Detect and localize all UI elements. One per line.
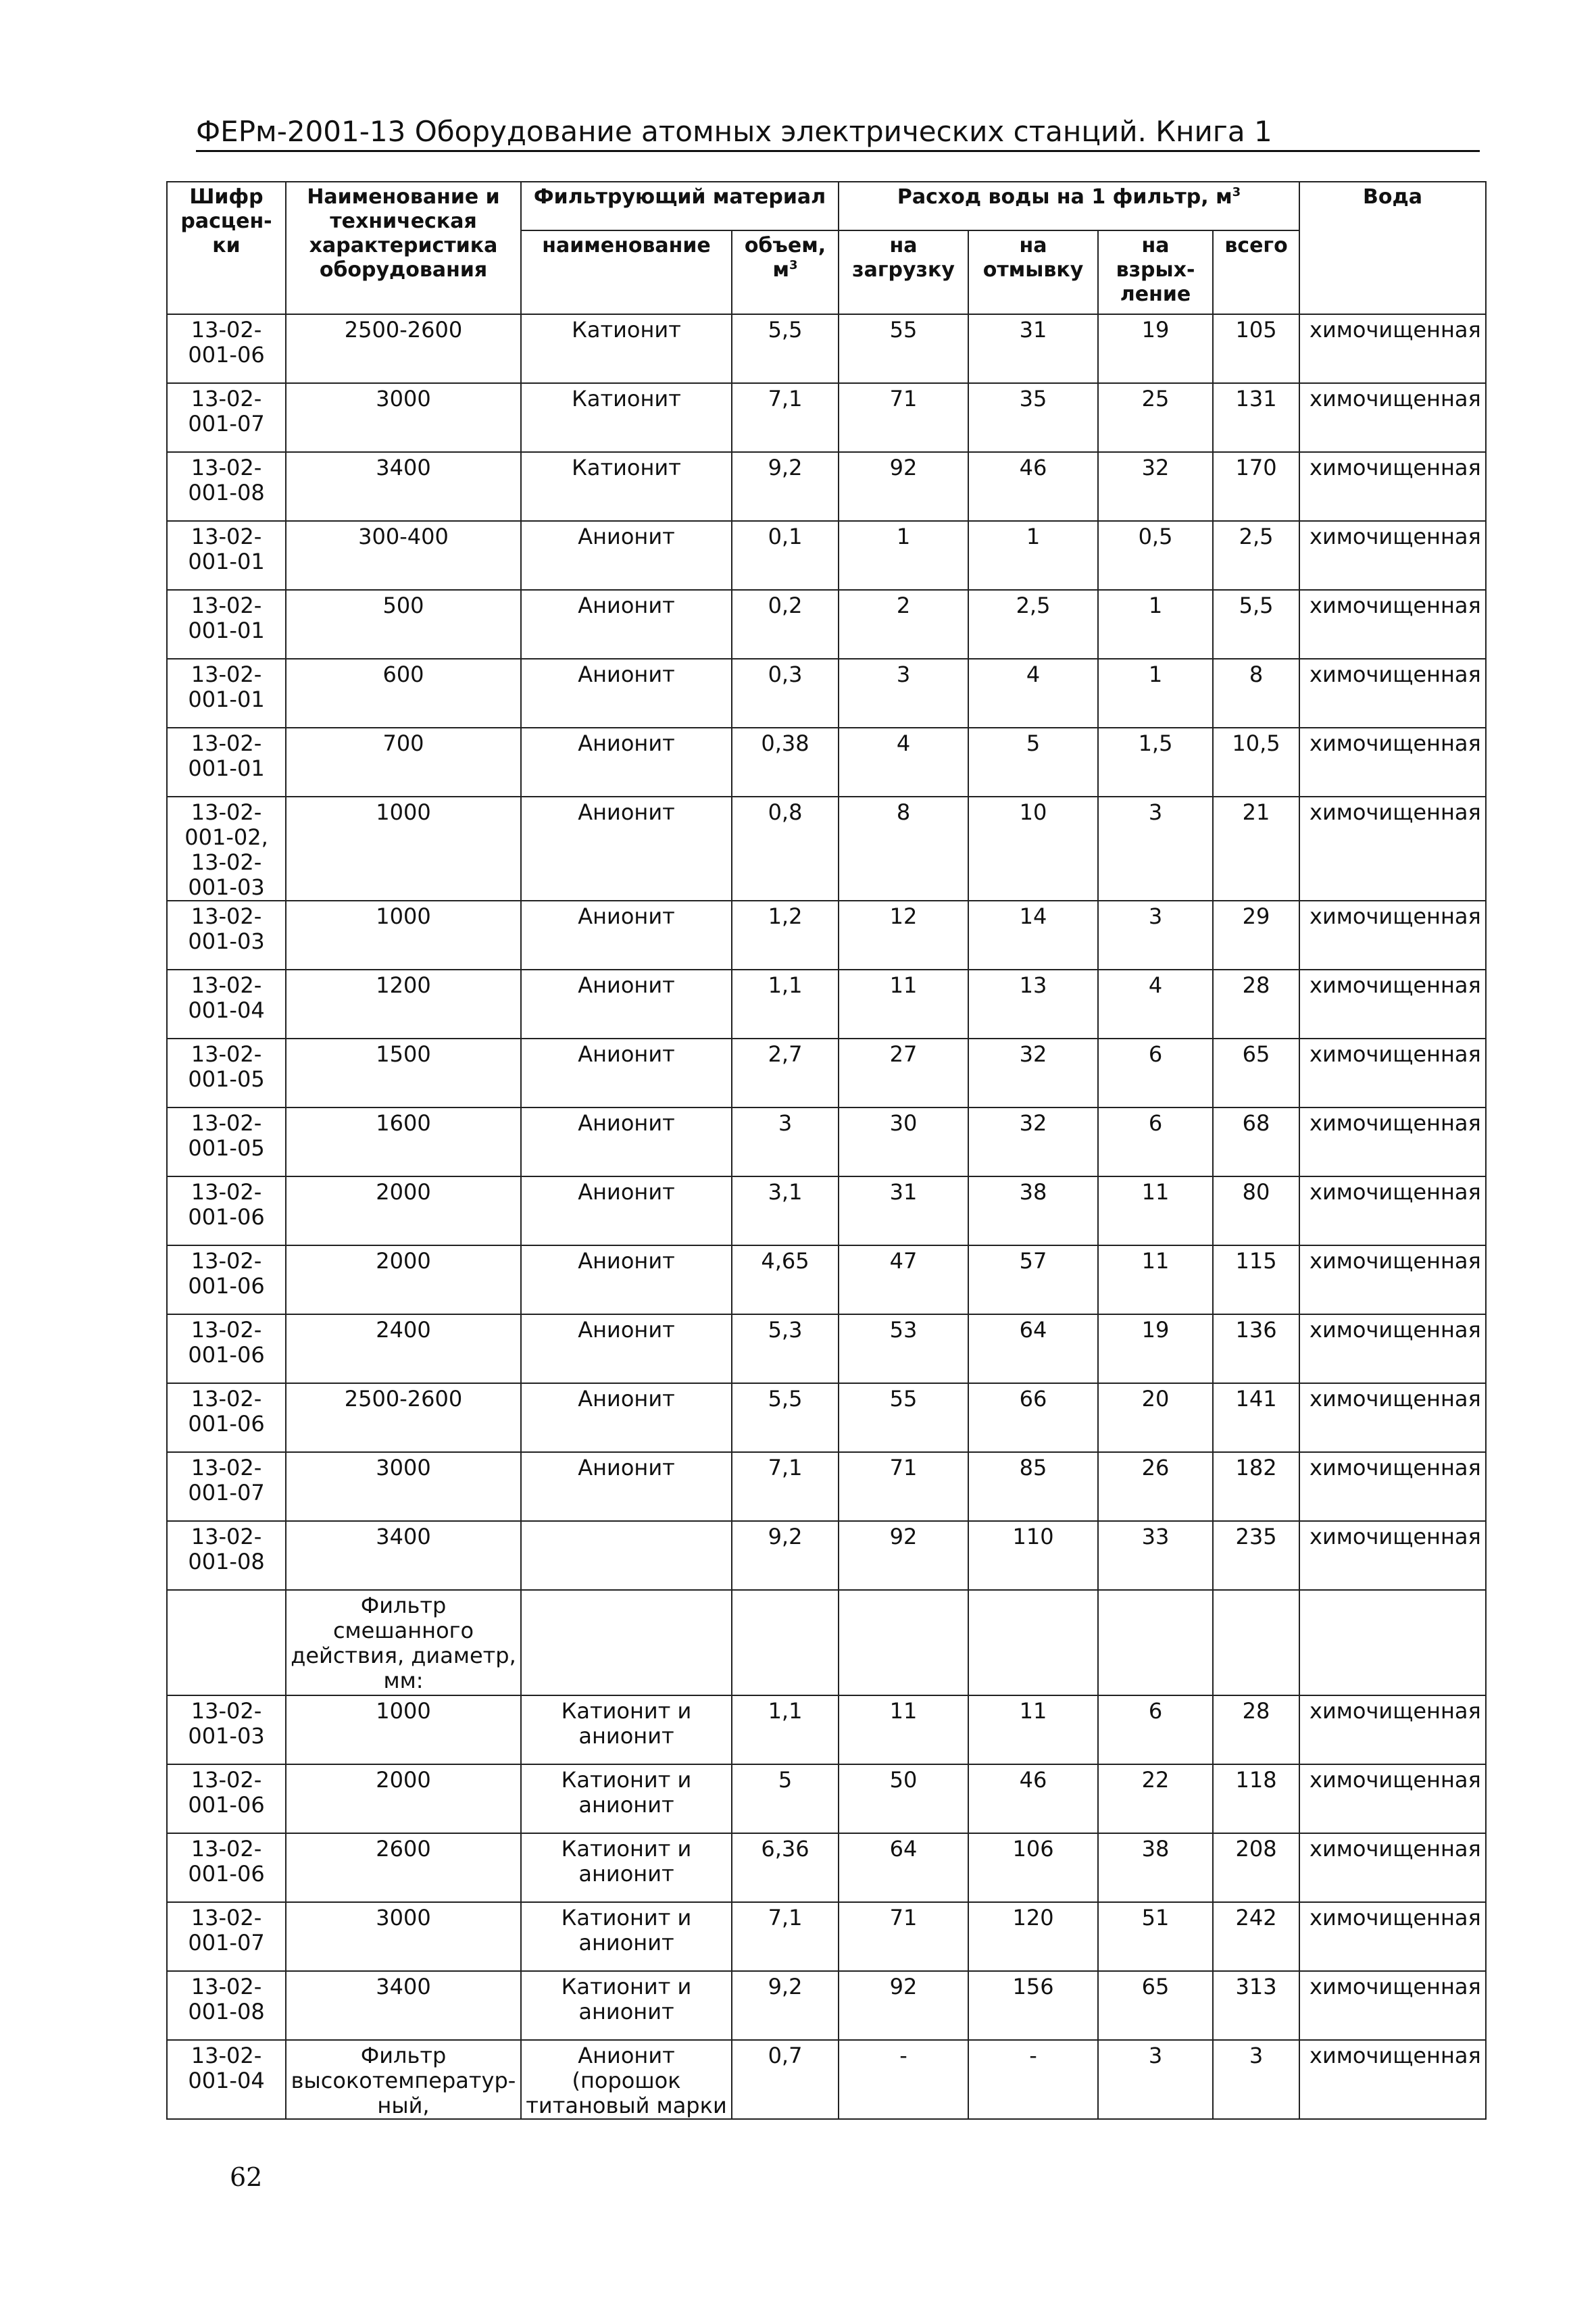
cell-code: 13-02-001-06 [167,1176,286,1245]
cell-material: Анионит [521,728,732,797]
cell-water: химочищенная [1299,1383,1486,1452]
cell-name: 600 [286,659,521,728]
table-row [167,1695,1486,1764]
water-consumption-table [166,181,1487,2120]
cell-name: Фильтр смешанного действия, диаметр, мм: [286,1590,521,1695]
cell-load: 92 [839,1971,968,2040]
cell-wash: 1 [968,521,1098,590]
cell-total: 115 [1213,1245,1299,1314]
table-row [167,797,1486,901]
cell-load: 47 [839,1245,968,1314]
cell-material: Катионит и анионит [521,1764,732,1833]
volume-unit-sup: 3 [789,258,798,272]
cell-wash: 13 [968,970,1098,1039]
cell-material: Анионит [521,970,732,1039]
cell-load: 30 [839,1107,968,1176]
cell-material: Анионит (порошок титановый марки [521,2040,732,2119]
cell-material: Анионит [521,521,732,590]
cell-load [839,1590,968,1695]
cell-volume: 0,2 [732,590,839,659]
cell-load: 4 [839,728,968,797]
cell-loosen: 0,5 [1098,521,1213,590]
cell-name: 2400 [286,1314,521,1383]
cell-loosen: 11 [1098,1245,1213,1314]
cell-load: 11 [839,970,968,1039]
table-row [167,590,1486,659]
cell-load: 2 [839,590,968,659]
cell-wash: 156 [968,1971,1098,2040]
cell-name: 3000 [286,383,521,452]
cell-volume: 5 [732,1764,839,1833]
cell-wash: 35 [968,383,1098,452]
cell-water: химочищенная [1299,521,1486,590]
cell-water: химочищенная [1299,1107,1486,1176]
cell-load: 53 [839,1314,968,1383]
cell-volume: 7,1 [732,1902,839,1971]
cell-material: Катионит и анионит [521,1971,732,2040]
cell-total [1213,1590,1299,1695]
cell-code: 13-02-001-01 [167,521,286,590]
cell-material [521,1521,732,1590]
cell-name: 1200 [286,970,521,1039]
table-row [167,1107,1486,1176]
cell-loosen: 6 [1098,1039,1213,1107]
cell-code: 13-02-001-01 [167,659,286,728]
cell-volume: 0,1 [732,521,839,590]
cell-name: 2000 [286,1245,521,1314]
cell-total: 170 [1213,452,1299,521]
cell-name: 3400 [286,1971,521,2040]
cell-name: 3400 [286,1521,521,1590]
cell-wash: 46 [968,452,1098,521]
cell-volume: 4,65 [732,1245,839,1314]
page-header: ФЕРм-2001-13 Оборудование атомных электрических станций. Книга 1 [196,115,1480,152]
cell-volume: 5,3 [732,1314,839,1383]
cell-total: 131 [1213,383,1299,452]
column-header-name: Наименование и техническая характеристика оборудования [286,182,521,314]
cell-material: Анионит [521,659,732,728]
cell-code: 13-02-001-06 [167,1833,286,1902]
cell-material: Анионит [521,1452,732,1521]
cell-load: - [839,2040,968,2119]
cell-material: Катионит [521,383,732,452]
cell-code: 13-02-001-05 [167,1039,286,1107]
cell-load: 64 [839,1833,968,1902]
cell-name: 500 [286,590,521,659]
column-header-water: Вода [1299,182,1486,314]
cell-volume: 1,1 [732,970,839,1039]
cell-total: 3 [1213,2040,1299,2119]
table-row [167,970,1486,1039]
table-body [167,314,1486,2119]
cell-load: 3 [839,659,968,728]
cell-volume: 3 [732,1107,839,1176]
column-header-volume [732,230,839,314]
cell-total: 65 [1213,1039,1299,1107]
cell-name: 3000 [286,1452,521,1521]
table-header-row [167,182,1486,230]
cell-load: 1 [839,521,968,590]
cell-material: Анионит [521,797,732,901]
cell-total: 80 [1213,1176,1299,1245]
table-row [167,452,1486,521]
cell-volume: 7,1 [732,383,839,452]
cell-material: Анионит [521,590,732,659]
cell-loosen: 1 [1098,659,1213,728]
cell-load: 11 [839,1695,968,1764]
cell-water: химочищенная [1299,970,1486,1039]
cell-name: 1000 [286,797,521,901]
cell-volume: 0,7 [732,2040,839,2119]
table-row [167,1314,1486,1383]
cell-load: 71 [839,1452,968,1521]
cell-loosen: 4 [1098,970,1213,1039]
cell-wash: 38 [968,1176,1098,1245]
cell-load: 71 [839,1902,968,1971]
cell-wash: 32 [968,1039,1098,1107]
cell-total: 313 [1213,1971,1299,2040]
cell-water: химочищенная [1299,1902,1486,1971]
cell-wash: 57 [968,1245,1098,1314]
cell-code: 13-02-001-06 [167,314,286,383]
cell-total: 141 [1213,1383,1299,1452]
cell-total: 68 [1213,1107,1299,1176]
cell-material: Катионит и анионит [521,1902,732,1971]
cell-water: химочищенная [1299,452,1486,521]
cell-wash: 32 [968,1107,1098,1176]
cell-wash: 10 [968,797,1098,901]
cell-wash: 31 [968,314,1098,383]
cell-code: 13-02-001-08 [167,1971,286,2040]
cell-volume: 9,2 [732,1971,839,2040]
cell-total: 136 [1213,1314,1299,1383]
cell-material: Катионит [521,452,732,521]
cell-code: 13-02-001-06 [167,1764,286,1833]
cell-name: 1000 [286,1695,521,1764]
table-row [167,1833,1486,1902]
table-row [167,1452,1486,1521]
cell-volume: 0,38 [732,728,839,797]
cell-total: 8 [1213,659,1299,728]
cell-wash: 85 [968,1452,1098,1521]
cell-volume: 1,1 [732,1695,839,1764]
cell-total: 118 [1213,1764,1299,1833]
cell-name: 300-400 [286,521,521,590]
table-row [167,901,1486,970]
cell-code: 13-02-001-07 [167,1902,286,1971]
table-row [167,1176,1486,1245]
cell-code [167,1590,286,1695]
water-flow-unit-sup: 3 [1232,185,1241,199]
cell-material: Катионит и анионит [521,1833,732,1902]
cell-material: Анионит [521,901,732,970]
cell-code: 13-02-001-01 [167,728,286,797]
cell-volume: 9,2 [732,452,839,521]
cell-total: 2,5 [1213,521,1299,590]
cell-name: 1500 [286,1039,521,1107]
cell-name: 1600 [286,1107,521,1176]
cell-code: 13-02-001-03 [167,1695,286,1764]
water-flow-label: Расход воды на 1 фильтр, м [897,185,1232,209]
cell-name: Фильтр высокотемператур-ный, [286,2040,521,2119]
cell-wash: 66 [968,1383,1098,1452]
cell-wash: 120 [968,1902,1098,1971]
table-row [167,314,1486,383]
table-row [167,1764,1486,1833]
table-row [167,1590,1486,1695]
cell-volume: 3,1 [732,1176,839,1245]
cell-water: химочищенная [1299,314,1486,383]
cell-total: 28 [1213,970,1299,1039]
cell-volume: 2,7 [732,1039,839,1107]
cell-wash: 64 [968,1314,1098,1383]
cell-loosen: 65 [1098,1971,1213,2040]
cell-loosen: 6 [1098,1695,1213,1764]
cell-code: 13-02-001-01 [167,590,286,659]
volume-label: объем, м [744,234,826,282]
cell-total: 182 [1213,1452,1299,1521]
cell-code: 13-02-001-06 [167,1314,286,1383]
cell-wash: 46 [968,1764,1098,1833]
cell-code: 13-02-001-06 [167,1245,286,1314]
cell-volume: 7,1 [732,1452,839,1521]
cell-loosen: 26 [1098,1452,1213,1521]
cell-water: химочищенная [1299,1245,1486,1314]
cell-code: 13-02-001-04 [167,970,286,1039]
cell-total: 28 [1213,1695,1299,1764]
cell-code: 13-02-001-08 [167,452,286,521]
cell-load: 31 [839,1176,968,1245]
cell-code: 13-02-001-07 [167,1452,286,1521]
cell-water: химочищенная [1299,1695,1486,1764]
cell-loosen: 22 [1098,1764,1213,1833]
cell-loosen: 51 [1098,1902,1213,1971]
cell-material: Анионит [521,1383,732,1452]
column-header-load: на загрузку [839,230,968,314]
cell-name: 1000 [286,901,521,970]
cell-water: химочищенная [1299,1971,1486,2040]
cell-water: химочищенная [1299,1176,1486,1245]
cell-water: химочищенная [1299,797,1486,901]
cell-total: 208 [1213,1833,1299,1902]
cell-wash [968,1590,1098,1695]
cell-loosen: 1,5 [1098,728,1213,797]
table-row [167,1383,1486,1452]
cell-wash: 11 [968,1695,1098,1764]
cell-water: химочищенная [1299,1039,1486,1107]
table-row [167,1521,1486,1590]
cell-total: 105 [1213,314,1299,383]
table-row [167,383,1486,452]
cell-loosen [1098,1590,1213,1695]
table-row [167,1902,1486,1971]
cell-total: 235 [1213,1521,1299,1590]
column-header-loosen: на взрых-ление [1098,230,1213,314]
cell-name: 2600 [286,1833,521,1902]
table-row [167,1039,1486,1107]
cell-water: химочищенная [1299,1764,1486,1833]
cell-loosen: 33 [1098,1521,1213,1590]
cell-name: 2500-2600 [286,1383,521,1452]
table-row [167,1245,1486,1314]
cell-code: 13-02-001-03 [167,901,286,970]
cell-loosen: 19 [1098,1314,1213,1383]
cell-wash: - [968,2040,1098,2119]
cell-load: 92 [839,452,968,521]
cell-wash: 2,5 [968,590,1098,659]
cell-total: 29 [1213,901,1299,970]
table-row [167,521,1486,590]
cell-load: 12 [839,901,968,970]
cell-load: 55 [839,1383,968,1452]
cell-material: Анионит [521,1176,732,1245]
cell-material: Анионит [521,1107,732,1176]
cell-water: химочищенная [1299,1521,1486,1590]
table-row [167,659,1486,728]
cell-name: 2000 [286,1176,521,1245]
cell-volume: 0,8 [732,797,839,901]
cell-volume [732,1590,839,1695]
cell-code: 13-02-001-02, 13-02-001-03 [167,797,286,901]
cell-total: 5,5 [1213,590,1299,659]
cell-volume: 5,5 [732,1383,839,1452]
cell-wash: 4 [968,659,1098,728]
cell-wash: 14 [968,901,1098,970]
cell-loosen: 32 [1098,452,1213,521]
cell-total: 21 [1213,797,1299,901]
column-header-code: Шифр расцен-ки [167,182,286,314]
cell-load: 50 [839,1764,968,1833]
cell-water: химочищенная [1299,590,1486,659]
cell-material: Анионит [521,1039,732,1107]
cell-water: химочищенная [1299,728,1486,797]
cell-loosen: 3 [1098,901,1213,970]
cell-volume: 9,2 [732,1521,839,1590]
column-header-filter-material: Фильтрующий материал [521,182,839,230]
cell-material [521,1590,732,1695]
cell-name: 700 [286,728,521,797]
cell-total: 242 [1213,1902,1299,1971]
cell-loosen: 6 [1098,1107,1213,1176]
table-row [167,2040,1486,2119]
cell-volume: 1,2 [732,901,839,970]
cell-material: Анионит [521,1245,732,1314]
cell-name: 2500-2600 [286,314,521,383]
cell-water: химочищенная [1299,659,1486,728]
cell-water: химочищенная [1299,901,1486,970]
column-header-total: всего [1213,230,1299,314]
cell-loosen: 19 [1098,314,1213,383]
cell-wash: 110 [968,1521,1098,1590]
cell-load: 8 [839,797,968,901]
table-row [167,728,1486,797]
cell-total: 10,5 [1213,728,1299,797]
column-header-material-name: наименование [521,230,732,314]
cell-wash: 5 [968,728,1098,797]
page-number: 62 [230,2162,263,2192]
cell-loosen: 25 [1098,383,1213,452]
cell-code: 13-02-001-05 [167,1107,286,1176]
cell-wash: 106 [968,1833,1098,1902]
cell-loosen: 20 [1098,1383,1213,1452]
cell-water: химочищенная [1299,1314,1486,1383]
cell-material: Катионит [521,314,732,383]
cell-load: 92 [839,1521,968,1590]
column-header-water-flow [839,182,1299,230]
cell-name: 3400 [286,452,521,521]
cell-volume: 5,5 [732,314,839,383]
cell-name: 3000 [286,1902,521,1971]
cell-load: 55 [839,314,968,383]
cell-water: химочищенная [1299,383,1486,452]
cell-name: 2000 [286,1764,521,1833]
cell-water: химочищенная [1299,1452,1486,1521]
cell-load: 27 [839,1039,968,1107]
cell-code: 13-02-001-06 [167,1383,286,1452]
cell-code: 13-02-001-04 [167,2040,286,2119]
cell-material: Катионит и анионит [521,1695,732,1764]
cell-material: Анионит [521,1314,732,1383]
cell-water: химочищенная [1299,2040,1486,2119]
cell-loosen: 3 [1098,797,1213,901]
cell-code: 13-02-001-08 [167,1521,286,1590]
cell-loosen: 38 [1098,1833,1213,1902]
cell-volume: 6,36 [732,1833,839,1902]
cell-code: 13-02-001-07 [167,383,286,452]
cell-loosen: 1 [1098,590,1213,659]
table-row [167,1971,1486,2040]
cell-loosen: 11 [1098,1176,1213,1245]
cell-load: 71 [839,383,968,452]
column-header-wash: на отмывку [968,230,1098,314]
cell-loosen: 3 [1098,2040,1213,2119]
cell-water [1299,1590,1486,1695]
cell-volume: 0,3 [732,659,839,728]
cell-water: химочищенная [1299,1833,1486,1902]
